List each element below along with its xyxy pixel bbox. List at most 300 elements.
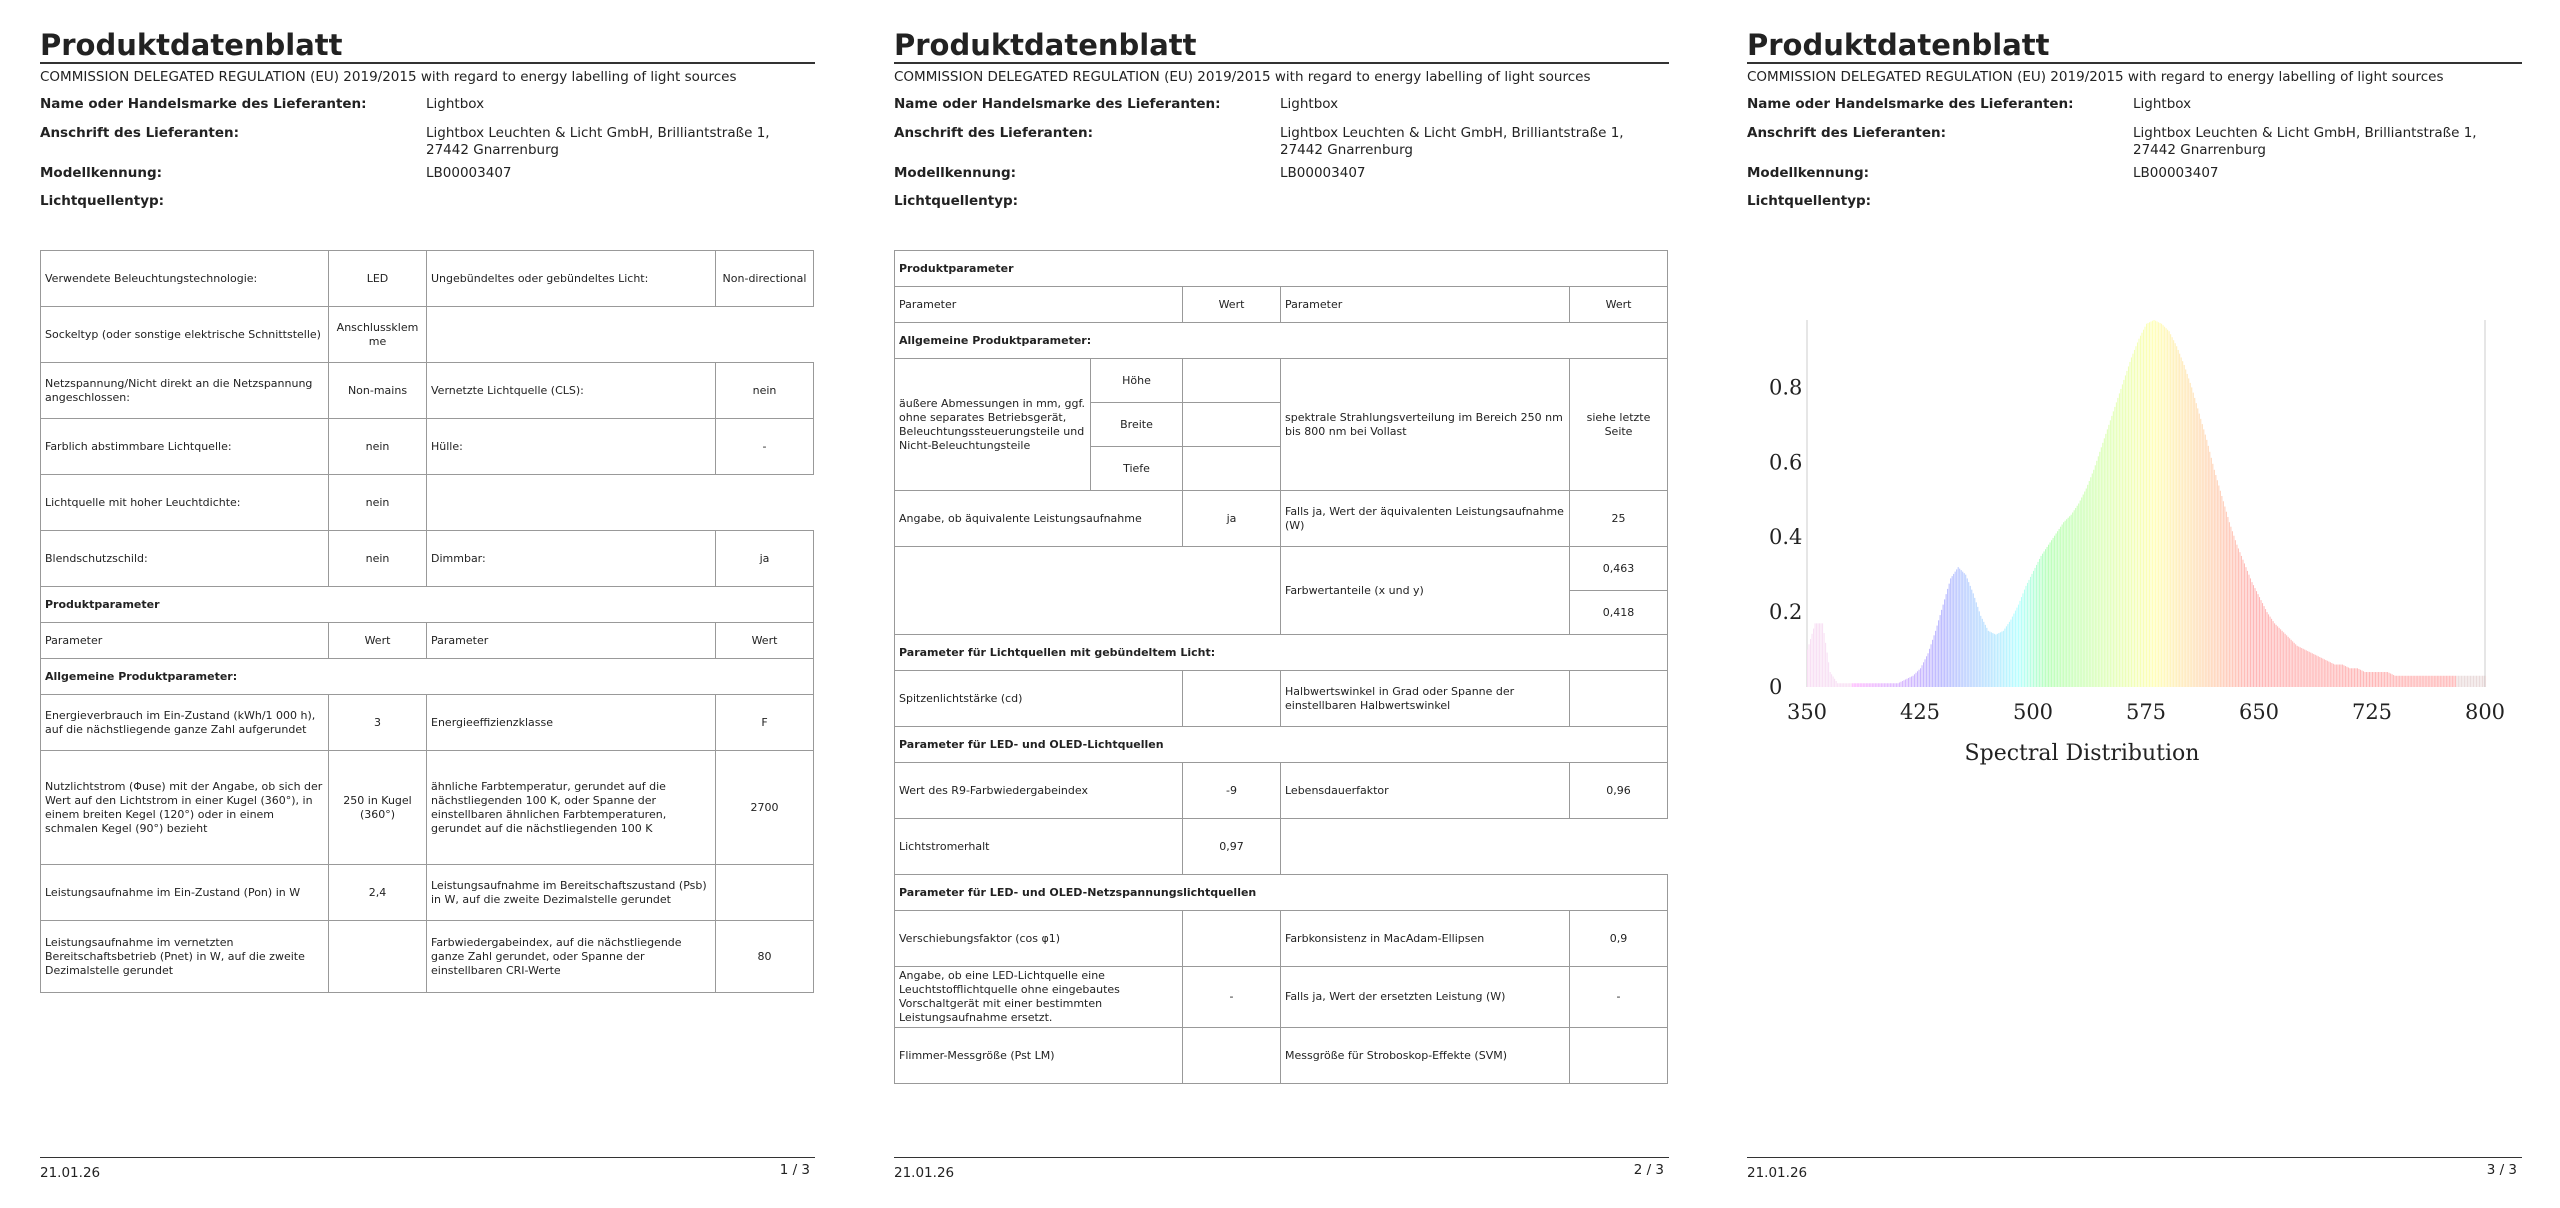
spectrum-bar	[2414, 676, 2415, 687]
spectrum-bar	[2420, 676, 2421, 687]
spectrum-bar	[1956, 569, 1957, 687]
footer-date: 21.01.26	[894, 1165, 955, 1181]
spectrum-bar	[1840, 683, 1841, 687]
spectrum-bar	[2340, 665, 2341, 687]
spectrum-bar	[2000, 632, 2001, 687]
spectrum-bar	[2134, 350, 2135, 687]
spectrum-bar	[1988, 631, 1989, 687]
spectrum-bar	[2053, 538, 2054, 687]
spectrum-bar	[2048, 545, 2049, 687]
spectrum-bar	[2298, 647, 2299, 687]
spectrum-bar	[1946, 594, 1947, 687]
cell-label: Ungebündeltes oder gebündeltes Licht:	[427, 251, 716, 307]
section-row	[41, 659, 814, 695]
spectrum-bar	[2221, 496, 2222, 687]
title-divider	[40, 62, 815, 64]
spectrum-bar	[1894, 683, 1895, 687]
spectrum-bar	[2131, 357, 2132, 687]
spectrum-bar	[2242, 560, 2243, 687]
cell-label: Spitzenlichtstärke (cd)	[895, 671, 1183, 727]
cell-label: Breite	[1091, 403, 1183, 447]
cell-label: Vernetzte Lichtquelle (CLS):	[427, 363, 716, 419]
spectrum-bar	[2419, 676, 2420, 687]
spectrum-bar	[2301, 648, 2302, 687]
spectrum-bar	[1903, 680, 1904, 687]
spectrum-bar	[2232, 531, 2233, 687]
spectrum-bar	[2437, 676, 2438, 687]
spectrum-bar	[2479, 676, 2480, 687]
cell-value: 0,96	[1570, 763, 1668, 819]
cell-value	[1183, 447, 1281, 491]
spectrum-bar	[2455, 676, 2456, 687]
spectrum-bar	[2047, 547, 2048, 687]
spectrum-bar	[2404, 676, 2405, 687]
cell-value: 25	[1570, 491, 1668, 547]
spectrum-bar	[2257, 594, 2258, 687]
spectrum-bar	[1876, 683, 1877, 687]
spectrum-bar	[2071, 515, 2072, 687]
x-tick-label: 575	[2125, 700, 2167, 724]
cell-label: Leistungsaufnahme im vernetzten Bereitschaftsbetrieb (Pnet) in W, auf die zweite Dezimalstelle gerundet	[41, 921, 329, 993]
section-row	[41, 587, 814, 623]
spectrum-bar	[2199, 414, 2200, 687]
spectrum-bar	[2313, 654, 2314, 687]
spectrum-bar	[1824, 633, 1825, 687]
spectrum-bar	[1854, 683, 1855, 687]
cell-label: Angabe, ob eine LED-Lichtquelle eine Leuchtstofflichtquelle ohne eingebautes Vorschaltgerät mit einer bestimmten Leistungsaufnahme ersetzt.	[895, 967, 1183, 1028]
spectrum-bar	[1980, 616, 1981, 687]
cell-label: äußere Abmessungen in mm, ggf. ohne separates Betriebsgerät, Beleuchtungssteuerungsteile und Nicht-Beleuchtungsteile	[895, 359, 1091, 491]
spectrum-bar	[2158, 322, 2159, 687]
spectrum-bar	[2178, 350, 2179, 687]
spectrum-bar	[1869, 683, 1870, 687]
spectrum-bar	[2458, 676, 2459, 687]
table-row	[41, 363, 814, 419]
spectrum-bar	[2116, 402, 2117, 687]
spectrum-bar	[2410, 676, 2411, 687]
spectrum-bar	[2167, 330, 2168, 687]
spectrum-bar	[1943, 605, 1944, 687]
spectrum-bar	[1974, 598, 1975, 687]
spectrum-bar	[1944, 599, 1945, 687]
table-row	[895, 967, 1668, 1028]
spectrum-bar	[2135, 346, 2136, 687]
spectrum-bar	[1982, 619, 1983, 687]
spectrum-bar	[1989, 632, 1990, 687]
cell-label: Verschiebungsfaktor (cos φ1)	[895, 911, 1183, 967]
spectrum-bar	[1995, 635, 1996, 687]
cell-label: Wert des R9-Farbwiedergabeindex	[895, 763, 1183, 819]
spectrum-bar	[2295, 644, 2296, 687]
cell-label: Energieeffizienzklasse	[427, 695, 716, 751]
spectrum-bar	[2004, 629, 2005, 687]
spectrum-bar	[2182, 361, 2183, 687]
title-divider	[1747, 62, 2522, 64]
y-tick-label: 0.4	[1769, 525, 1803, 550]
spectrum-bar	[2312, 653, 2313, 687]
spectrum-bar	[1979, 611, 1980, 687]
spectrum-bar	[1918, 670, 1919, 687]
spectrum-bar	[2060, 527, 2061, 687]
spectrum-bar	[2452, 676, 2453, 687]
spectrum-bar	[2146, 324, 2147, 687]
spectrum-bar	[2056, 533, 2057, 687]
spectrum-bar	[2407, 676, 2408, 687]
spectrum-bar	[1828, 662, 1829, 687]
cell-value	[329, 921, 427, 993]
spectrum-bar	[1971, 590, 1972, 687]
cell-label: Netzspannung/Nicht direkt an die Netzspannung angeschlossen:	[41, 363, 329, 419]
cell-value: nein	[716, 363, 814, 419]
spectrum-bar	[2474, 676, 2475, 687]
spectrum-bar	[2337, 665, 2338, 687]
y-tick-label: 0	[1769, 675, 1783, 699]
cell-label: Energieverbrauch im Ein-Zustand (kWh/1 000 h), auf die nächstliegende ganze Zahl aufgerundet	[41, 695, 329, 751]
spectrum-bar	[2128, 366, 2129, 687]
spectrum-bar	[2120, 389, 2121, 687]
spectrum-bar	[2438, 676, 2439, 687]
spectrum-bar	[2238, 548, 2239, 687]
spectrum-bar	[2289, 638, 2290, 687]
supplier-address-label: Anschrift des Lieferanten:	[1747, 125, 1946, 141]
spectrum-bar	[1932, 640, 1933, 687]
spectrum-bar	[1959, 569, 1960, 687]
spectrum-bar	[2093, 470, 2094, 687]
spectrum-bar	[1915, 673, 1916, 687]
spectrum-bar	[1810, 639, 1811, 687]
spectrum-bar	[1833, 677, 1834, 687]
spectrum-bar	[1857, 683, 1858, 687]
spectrum-bar	[2470, 676, 2471, 687]
spectrum-bar	[2132, 354, 2133, 687]
column-header: Wert	[1570, 287, 1668, 323]
spectrum-bar	[2111, 416, 2112, 687]
spectrum-bar	[1813, 629, 1814, 687]
spectrum-bar	[2155, 321, 2156, 687]
spectrum-bar	[2089, 481, 2090, 687]
supplier-address-label: Anschrift des Lieferanten:	[894, 125, 1093, 141]
spectrum-bar	[2447, 676, 2448, 687]
spectrum-bar	[1816, 623, 1817, 687]
table-row	[895, 763, 1668, 819]
spectrum-bar	[2322, 659, 2323, 687]
spectrum-bar	[2022, 593, 2023, 687]
spectrum-bar	[2036, 565, 2037, 687]
spectrum-bar	[2126, 371, 2127, 687]
spectrum-bar	[2179, 354, 2180, 687]
spectrum-bar	[2364, 672, 2365, 687]
spectrum-bar	[2098, 456, 2099, 687]
spectrum-bar	[2450, 676, 2451, 687]
spectrum-bar	[2367, 672, 2368, 687]
spectrum-bar	[2303, 649, 2304, 687]
spectrum-bar	[2217, 480, 2218, 687]
spectrum-bar	[1992, 633, 1993, 687]
spectrum-bar	[2051, 540, 2052, 687]
spectrum-bar	[2426, 676, 2427, 687]
spectrum-bar	[1986, 628, 1987, 687]
spectrum-bar	[2342, 665, 2343, 687]
cell-label: Farbwertanteile (x und y)	[1281, 547, 1570, 635]
model-value: LB00003407	[2133, 165, 2219, 181]
spectrum-bar	[1905, 680, 1906, 687]
spectrum-bar	[2066, 519, 2067, 687]
spectrum-bar	[2104, 438, 2105, 687]
spectrum-bar	[2310, 653, 2311, 687]
spectrum-bar	[2325, 660, 2326, 687]
supplier-name-label: Name oder Handelsmarke des Lieferanten:	[40, 96, 367, 112]
spectrum-bar	[2324, 659, 2325, 687]
spectrum-bar	[2389, 673, 2390, 687]
spectrum-bar	[2416, 676, 2417, 687]
spectrum-bar	[1902, 681, 1903, 687]
section-heading: Allgemeine Produktparameter:	[41, 659, 814, 695]
empty-cell	[1281, 819, 1668, 875]
table-row	[41, 921, 814, 993]
spectrum-bar	[1923, 662, 1924, 687]
spectrum-bar	[1896, 683, 1897, 687]
spectrum-bar	[1888, 683, 1889, 687]
spectrum-bar	[2184, 365, 2185, 687]
spectrum-bar	[2384, 672, 2385, 687]
spectrum-bar	[2377, 672, 2378, 687]
spectrum-bar	[1875, 683, 1876, 687]
spectrum-bar	[1852, 683, 1853, 687]
section-heading: Produktparameter	[41, 587, 814, 623]
spectrum-bar	[2149, 322, 2150, 687]
table-row	[895, 359, 1668, 403]
table-row	[41, 419, 814, 475]
cell-label: Nutzlichtstrom (Φuse) mit der Angabe, ob sich der Wert auf den Lichtstrom in einer Kugel (360°), in einem breiten Kegel (120°) oder in einem schmalen Kegel (90°) bezieht	[41, 751, 329, 865]
supplier-name-value: Lightbox	[2133, 96, 2192, 112]
spectrum-bar	[1885, 683, 1886, 687]
spectrum-bar	[2042, 554, 2043, 687]
spectrum-bar	[1977, 607, 1978, 687]
spectrum-bar	[2044, 551, 2045, 687]
spectrum-bar	[2405, 676, 2406, 687]
spectrum-bar	[2054, 536, 2055, 687]
y-tick-label: 0.2	[1769, 600, 1803, 625]
spectrum-bar	[2476, 676, 2477, 687]
spectrum-bar	[2253, 585, 2254, 687]
spectrum-bar	[2411, 676, 2412, 687]
spectrum-bar	[2267, 612, 2268, 687]
spectrum-bar	[1891, 683, 1892, 687]
spectrum-bar	[1994, 634, 1995, 687]
spectrum-bar	[1861, 683, 1862, 687]
spectrum-bar	[2012, 617, 2013, 687]
spectrum-bar	[2446, 676, 2447, 687]
spectrum-bar	[2003, 631, 2004, 687]
model-label: Modellkennung:	[40, 165, 163, 181]
spectrum-bar	[2434, 676, 2435, 687]
spectrum-bar	[2262, 603, 2263, 687]
spectrum-bar	[2235, 540, 2236, 687]
spectrum-bar	[2160, 323, 2161, 687]
spectrum-bar	[2395, 676, 2396, 687]
section-row	[895, 635, 1668, 671]
spectrum-bar	[1878, 683, 1879, 687]
spectrum-bar	[2105, 434, 2106, 687]
section-row	[895, 727, 1668, 763]
section-row	[895, 251, 1668, 287]
datasheet-page-2	[894, 0, 1669, 1208]
spectrum-bar	[2387, 672, 2388, 687]
spectrum-bar	[1955, 572, 1956, 687]
cell-label: Farbkonsistenz in MacAdam-Ellipsen	[1281, 911, 1570, 967]
spectrum-bar	[1815, 623, 1816, 687]
cell-value: -	[1570, 967, 1668, 1028]
spectrum-bar	[2432, 676, 2433, 687]
spectrum-bar	[2125, 375, 2126, 687]
spectrum-bar	[2372, 672, 2373, 687]
x-tick-label: 725	[2351, 700, 2393, 724]
spectrum-bar	[1911, 677, 1912, 687]
spectrum-bar	[2264, 606, 2265, 687]
spectrum-bar	[2259, 597, 2260, 687]
spectrum-bar	[2300, 647, 2301, 687]
cell-value: LED	[329, 251, 427, 307]
cell-value: 2,4	[329, 865, 427, 921]
spectrum-bar	[2084, 492, 2085, 687]
cell-value: 0,97	[1183, 819, 1281, 875]
product-parameter-table	[894, 250, 1668, 1084]
datasheet-page-1	[40, 0, 815, 1208]
spectrum-bar	[1947, 589, 1948, 687]
spectrum-bar	[1897, 683, 1898, 687]
spectrum-bar	[2380, 672, 2381, 687]
spectrum-bar	[2261, 600, 2262, 687]
spectrum-bar	[2019, 601, 2020, 687]
spectrum-bar	[2068, 518, 2069, 687]
section-heading: Parameter für LED- und OLED-Netzspannungslichtquellen	[895, 875, 1668, 911]
spectrum-bar	[1940, 615, 1941, 687]
spectrum-bar	[2268, 614, 2269, 687]
cell-label: Leistungsaufnahme im Bereitschaftszustand (Psb) in W, auf die zweite Dezimalstelle gerundet	[427, 865, 716, 921]
section-row	[895, 323, 1668, 359]
spectrum-bar	[2309, 652, 2310, 687]
table-row	[895, 1028, 1668, 1084]
spectrum-bar	[2471, 676, 2472, 687]
spectrum-bar	[2137, 342, 2138, 687]
title-divider	[894, 62, 1669, 64]
spectrum-bar	[2248, 575, 2249, 687]
regulation-subtitle: COMMISSION DELEGATED REGULATION (EU) 2019/2015 with regard to energy labelling of light sources	[894, 69, 1591, 85]
spectrum-bar	[2440, 676, 2441, 687]
cell-label: Lichtquelle mit hoher Leuchtdichte:	[41, 475, 329, 531]
spectrum-bar	[2358, 669, 2359, 687]
spectrum-bar	[2096, 461, 2097, 687]
spectrum-bar	[1884, 683, 1885, 687]
spectrum-bar	[1962, 572, 1963, 687]
footer-date: 21.01.26	[1747, 1165, 1808, 1181]
spectrum-bar	[2319, 657, 2320, 687]
spectrum-bar	[2254, 588, 2255, 687]
spectrum-bar	[2038, 562, 2039, 687]
spectrum-bar	[2083, 495, 2084, 687]
spectrum-bar	[2360, 670, 2361, 687]
spectrum-bar	[1851, 683, 1852, 687]
cell-value	[1183, 359, 1281, 403]
cell-value	[1570, 1028, 1668, 1084]
cell-label: Falls ja, Wert der ersetzten Leistung (W)	[1281, 967, 1570, 1028]
spectrum-bar	[2441, 676, 2442, 687]
spectrum-bar	[2399, 676, 2400, 687]
x-tick-label: 350	[1786, 700, 1828, 724]
table-row	[895, 547, 1668, 591]
spectrum-bar	[2110, 420, 2111, 687]
spectrum-bar	[1929, 649, 1930, 687]
spectrum-bar	[1920, 668, 1921, 687]
spectrum-bar	[2099, 452, 2100, 687]
table-row	[41, 751, 814, 865]
spectrum-bar	[1845, 683, 1846, 687]
cell-label: Halbwertswinkel in Grad oder Spanne der einstellbaren Halbwertswinkel	[1281, 671, 1570, 727]
spectrum-bar	[1830, 672, 1831, 687]
spectrum-bar	[2431, 676, 2432, 687]
model-value: LB00003407	[426, 165, 512, 181]
spectrum-bar	[2108, 425, 2109, 687]
cell-label: Sockeltyp (oder sonstige elektrische Schnittstelle)	[41, 307, 329, 363]
spectrum-bar	[1935, 631, 1936, 687]
x-tick-label: 500	[2012, 700, 2054, 724]
spectrum-bar	[2224, 507, 2225, 688]
spectrum-bar	[2188, 378, 2189, 687]
cell-value: Non-directional	[716, 251, 814, 307]
cell-value: ja	[1183, 491, 1281, 547]
spectrum-bar	[2057, 531, 2058, 687]
spectrum-bar	[2031, 574, 2032, 687]
spectrum-bar	[2163, 325, 2164, 687]
spectrum-bar	[2294, 643, 2295, 687]
spectrum-bar	[2256, 591, 2257, 687]
footer-divider	[894, 1157, 1669, 1158]
spectrum-bar	[2306, 650, 2307, 687]
spectrum-bar	[2286, 635, 2287, 687]
spectrum-bar	[2072, 512, 2073, 687]
spectrum-bar	[1855, 683, 1856, 687]
model-value: LB00003407	[1280, 165, 1366, 181]
spectrum-bar	[2467, 676, 2468, 687]
spectrum-bar	[2473, 676, 2474, 687]
spectrum-bar	[2348, 668, 2349, 687]
x-tick-label: 800	[2464, 700, 2506, 724]
x-tick-label: 425	[1899, 700, 1941, 724]
column-header: Wert	[329, 623, 427, 659]
spectrum-bar	[2191, 387, 2192, 687]
spectrum-bar	[2059, 529, 2060, 687]
regulation-subtitle: COMMISSION DELEGATED REGULATION (EU) 2019/2015 with regard to energy labelling of light sources	[40, 69, 737, 85]
spectrum-bar	[2336, 665, 2337, 687]
spectrum-bar	[2102, 443, 2103, 687]
spectrum-bar	[2021, 597, 2022, 687]
spectrum-bar	[1899, 683, 1900, 687]
spectrum-bar	[2315, 655, 2316, 687]
spectrum-bar	[2028, 580, 2029, 687]
column-header: Parameter	[41, 623, 329, 659]
x-tick-label: 650	[2238, 700, 2280, 724]
supplier-name-value: Lightbox	[426, 96, 485, 112]
spectrum-bar	[2154, 320, 2155, 687]
supplier-address-value: Lightbox Leuchten & Licht GmbH, Brilliantstraße 1, 27442 Gnarrenburg	[426, 125, 770, 158]
header-row	[895, 287, 1668, 323]
cell-value: 0,463	[1570, 547, 1668, 591]
spectrum-bar	[2271, 619, 2272, 687]
cell-value	[1183, 911, 1281, 967]
cell-value: 80	[716, 921, 814, 993]
light-source-type-label: Lichtquellentyp:	[40, 193, 165, 209]
spectrum-bar	[2205, 435, 2206, 687]
